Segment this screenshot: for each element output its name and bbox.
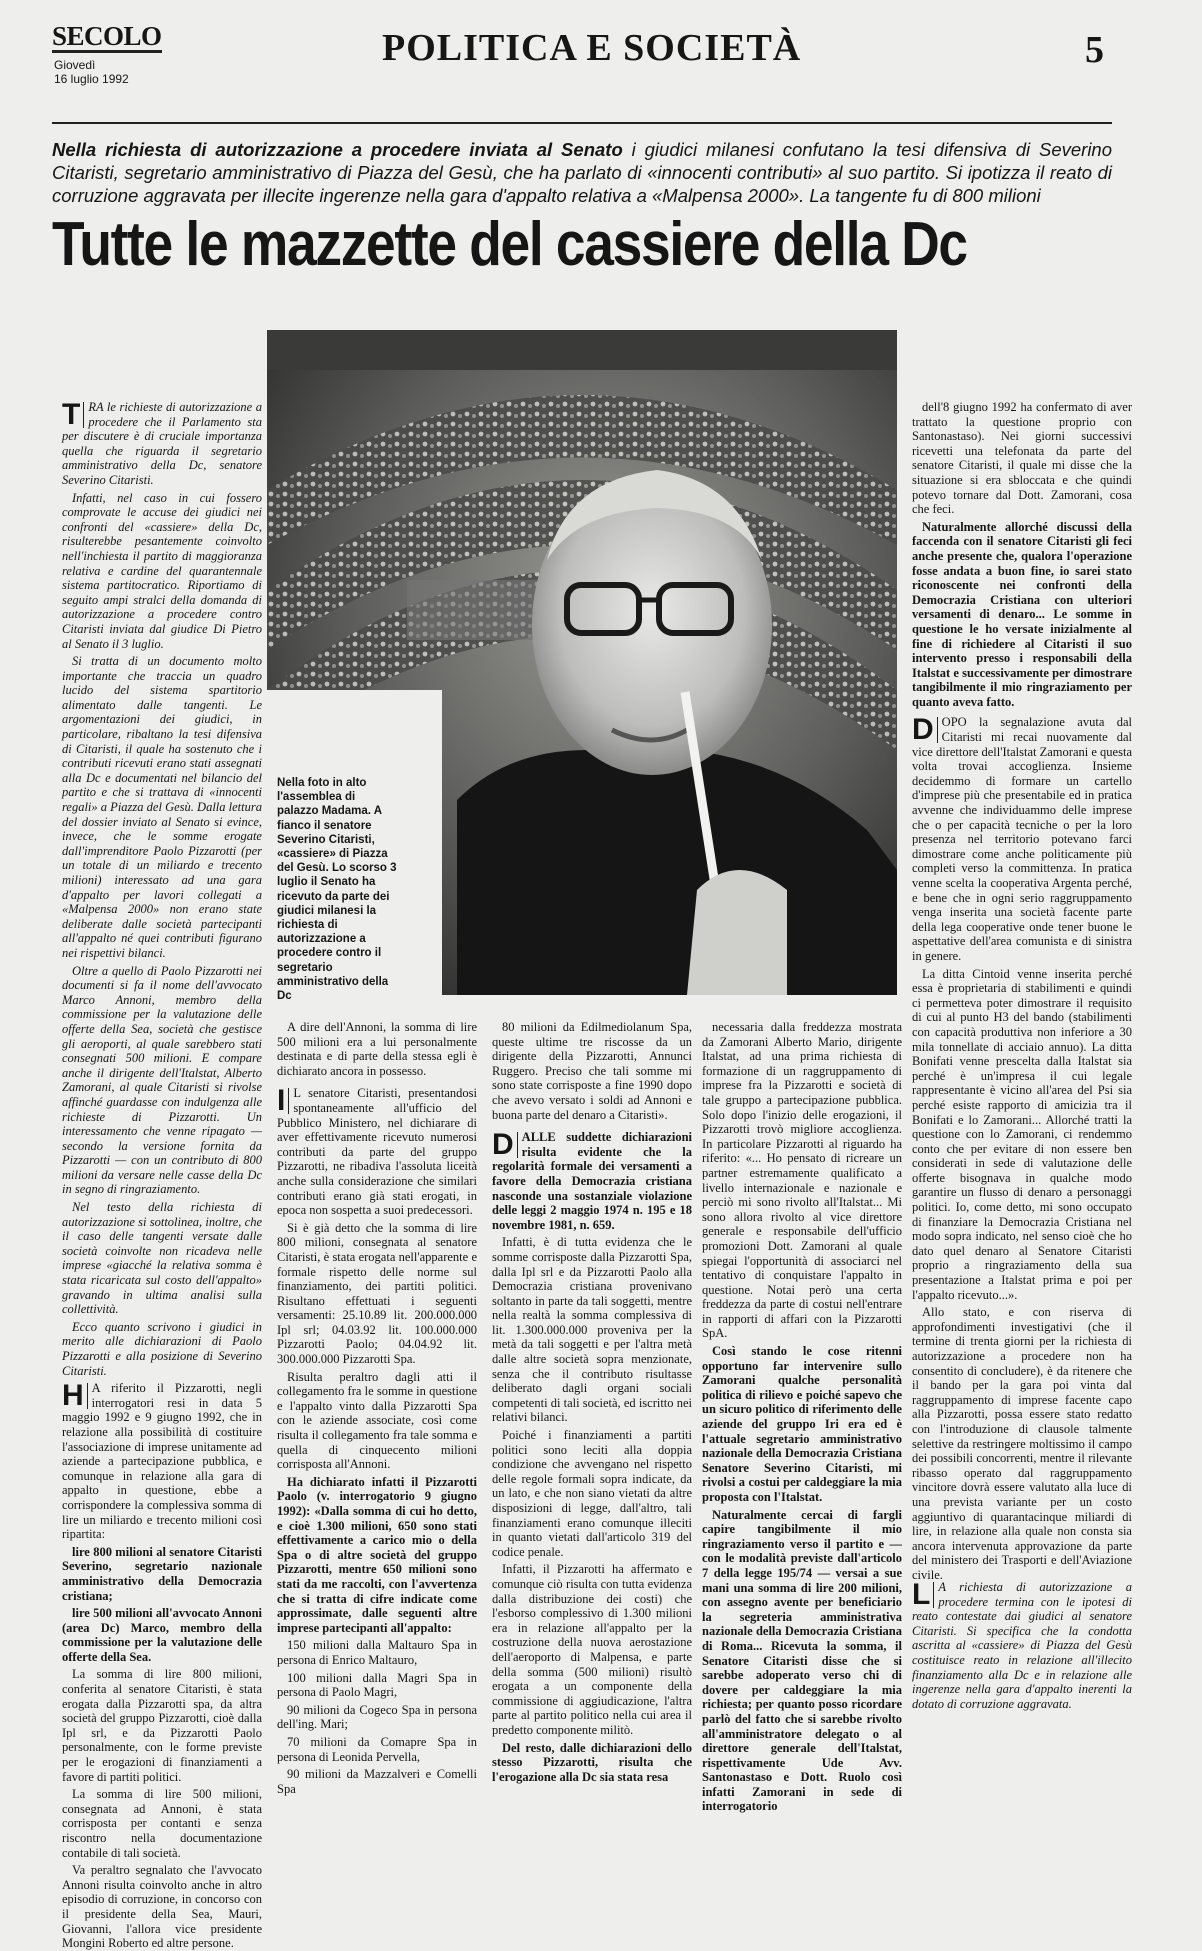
paragraph: I L senatore Citaristi, presentandosi spontaneamente all'ufficio del Pubblico Ministero, nel dichiarare di aver effettivamente ricevuto numerosi contributi da parte del gruppo Pizzarotti, ne ribadiva l'assoluta liceità anche sulla considerazione che similari contributi erano già stati erogati, in epoca non sospetta a suoi predecessori.: [277, 1084, 477, 1218]
paragraph: Infatti, è di tutta evidenza che le somme corrisposte dalla Pizzarotti Spa, dalla Ipl srl e da Pizzarotti Paolo alla Democrazia cristiana provenivano soltanto in parte da tali soggetti, mentre nella realtà la somma complessiva di lit. 1.300.000.000 proveniva per la metà da tali soggetti e per l'altra metà dalle altre società sopra menzionate, senza che il contributo risultasse deliberato dagli organi sociali competenti di tali società, ed iscritto nei relativi bilanci.: [492, 1235, 692, 1425]
paragraph: Allo stato, e con riserva di approfondimenti investigativi (che il termine di trenta giorni per la richiesta di autorizzazione a procedere non ha consentito di concludere), è da ritenere che il bando per la gara poi vinta dal raggruppamento di imprese facente capo alla Pizzarotti, possa essere stato redatto con l'introduzione di clausole talmente selettive da restringere moltissimo il campo dei possibili concorrenti, mentre il rilevante ribasso operato dal raggruppamento vincitore dovrà essere valutato alla luce di una prevista variante per un costo aggiuntivo di quarantacinque miliardi di lire, in relazione alla quale non consta sia ancora intervenuta approvazione da parte del ministero dei Trasporti e dell'Aviazione civile.: [912, 1305, 1132, 1582]
headline: Tutte le mazzette del cassiere della Dc: [52, 210, 967, 279]
drop-cap: H: [62, 1383, 88, 1409]
paragraph: Ecco quanto scrivono i giudici in merito alle dichiarazioni di Paolo Pizzarotti e alla posizione di Severino Citaristi.: [62, 1319, 262, 1378]
closing-text: A richiesta di autorizzazione a procedere termina con le ipotesi di reato contestate dai giudici al senatore Citaristi. Si specifica che la condotta ascritta al «cassiere» di Piazza del Gesù costituisce reato in relazione all'illecito finanziamento alla Dc e in relazione alle ingerenze nella gara d'appalto inerenti la dotato di corruzione aggravata.: [912, 1580, 1132, 1711]
paragraph: La somma di lire 500 milioni, consegnata ad Annoni, è stata corrisposta per contanti e senza riscontro nella documentazione contabile di tali società.: [62, 1787, 262, 1860]
kicker-lead: Nella richiesta di autorizzazione a procedere inviata al Senato: [52, 139, 623, 160]
paragraph: 70 milioni da Comapre Spa in persona di Leonida Pervella,: [277, 1734, 477, 1764]
paragraph: Infatti, nel caso in cui fossero comprovate le accuse dei giudici nei confronti del «cassiere» della Dc, risulterebbe pesantemente coinvolto nell'inchiesta il partito di maggioranza relativa e cardine del quarantennale sistema partitocratico. Riportiamo di seguito ampi stralci della domanda di autorizzazione a procedere contro Citaristi inviata dal giudice Di Pietro al Senato il 3 luglio.: [62, 490, 262, 651]
paragraph: lire 500 milioni all'avvocato Annoni (area Dc) Marco, membro della commissione per la valutazione delle offerte della Sea.: [62, 1606, 262, 1664]
paragraph: 150 milioni dalla Maltauro Spa in persona di Enrico Maltauro,: [277, 1638, 477, 1667]
paragraph: Naturalmente allorché discussi della faccenda con il senatore Citaristi gli feci anche presente che, qualora l'operazione fosse andata a buon fine, io sarei stato riconoscente nei confronti della Democrazia Cristiana con ulteriori versamenti di denaro... Le somme in questione le ho versate inizialmente al fine di richiedere al Citaristi il suo intervento presso i responsabili della Italstat e successivamente per dimostrare tangibilmente il mio ringraziamento per quanto aveva fatto.: [912, 519, 1132, 709]
drop-cap: L: [912, 1582, 934, 1608]
paragraph: dell'8 giugno 1992 ha confermato di aver trattato la questione proprio con Santonastaso). Nei giorni successivi ricevetti una telefonata da parte del senatore Citaristi, il quale mi disse che la situazione si era sbloccata e che quindi potevo tornare dal Dott. Zamorani, cosa che feci.: [912, 400, 1132, 517]
article-column-2: [277, 1020, 477, 1796]
drop-cap: I: [277, 1088, 289, 1114]
paragraph: Nel testo della richiesta di autorizzazione si sottolinea, inoltre, che il caso delle tangenti versate dalle società coinvolte non ricadeva nelle imprese «giacché la relativa somma è stata ricaricata sul costo dell'appalto» gravando in ultima analisi sulla collettività.: [62, 1200, 262, 1317]
article-column-3: [492, 1020, 692, 1784]
publication-date: 16 luglio 1992: [54, 72, 129, 86]
paragraph: Del resto, dalle dichiarazioni dello stesso Pizzarotti, risulta che l'erogazione alla Dc sia stata resa: [492, 1740, 692, 1784]
paragraph: Poiché i finanziamenti a partiti politici sono leciti alla doppia condizione che avvengano nel rispetto delle regole formali sopra indicate, da un lato, e che non siano vietati da altre disposizioni di legge, dall'altro, tali finanziamenti erano comunque illeciti in quanto vietati dall'articolo 319 del codice penale.: [492, 1428, 692, 1559]
paragraph: La ditta Cintoid venne inserita perché essa è proprietaria di stabilimenti e quindi ci permetteva poter dimostrare il requisito di cui al punto H3 del bando (stabilimenti con capacità produttiva non inferiore a 30 mila tonnellate di acciaio annuo). La ditta Bonifati venne prescelta dalla Italstat sia perché è un'impresa il cui legale rappresentante è vicino all'area del Psi sia perché esiste rapporto di amicizia tra il Bonifati e lo Zamorani... Allorché tratti la questione con lo Zamorani, ci rendemmo conto che per evitare di non essere ben considerati in sede di valutazione delle offerte bisognava in qualche modo garantire un flusso di denaro a personaggi politici. Io, come detto, mi sono occupato di finanziare la Democrazia Cristiana nel modo sopra indicato, nel senso cioè che ho dato quel denaro al Senatore Citaristi proprio a ringraziamento della sua presentazione a Italstat prima e poi per l'appalto ricevuto...».: [912, 966, 1132, 1302]
paragraph: La somma di lire 800 milioni, conferita al senatore Citaristi, è stata erogata dalla Pizzarotti spa, da altra società del gruppo Pizzarotti, cioè dalla Ipl srl, e da Pizzarotti Paolo personalmente, con le forme previste per le erogazioni di finanziamenti a favore di partiti politici.: [62, 1667, 262, 1784]
article-column-1: [62, 398, 262, 1951]
paragraph: necessaria dalla freddezza mostrata da Zamorani Alberto Mario, dirigente Italstat, ad una prima richiesta di formazione di un raggruppamento di imprese fra la Pizzarotti e società di tale gruppo a partecipazione pubblica. Solo dopo l'inizio delle erogazioni, il Pizzarotti trovò migliore accoglienza. In particolare Pizzarotti al riguardo ha riferito: «... Ho pensato di ricreare un partner estremamente qualificato a livello internazionale e nazionale e perciò mi sono rivolto all'Italstat... Mi sono allora rivolto al vice direttore generale e responsabile dell'ufficio promozioni Dott. Zamorani al quale spiegai l'opportunità di associarci nel tentativo di conquistare l'appalto in questione. Notai però una certa freddezza da parte di costui nell'entrare in rapporti di affari con la Pizzarotti SpA.: [702, 1020, 902, 1341]
photo-caption: Nella foto in alto l'assemblea di palazzo Madama. A fianco il senatore Severino Citaristi, «cassiere» di Piazza del Gesù. Lo scorso 3 luglio il Senato ha ricevuto da parte dei giudici milanesi la richiesta di autorizzazione a procedere contro il segretario amministrativo della Dc: [277, 777, 397, 1003]
paragraph: Risulta peraltro dagli atti il collegamento fra le somme in questione e l'appalto vinto dalla Pizzarotti Spa con le aziende associate, così come risulta il collegamento fra tale somma e quella di cinquecento milioni corrisposta all'Annoni.: [277, 1369, 477, 1472]
article-column-5: [912, 400, 1132, 1582]
paragraph: Naturalmente cercai di fargli capire tangibilmente il mio ringraziamento verso il partito e — con le modalità previste dall'articolo 7 della legge 195/74 — versai a sue mani una somma di lire 200 milioni, con assegno avente per beneficiario la segreteria amministrativa nazionale della Democrazia Cristiana di Roma... Ricevuta la somma, il Senatore Citaristi disse che si sarebbe adoperato verso chi di dovere per caldeggiare la mia richiesta; per quanto posso ricordare parlò del fatto che si sarebbe rivolto all'amministratore delegato o al direttore generale dell'Italstat, rispettivamente Ude Avv. Santonastaso e Dott. Ruolo così infatti Zamorani in sede di interrogatorio: [702, 1507, 902, 1814]
drop-cap: T: [62, 402, 84, 428]
paragraph: 80 milioni da Edilmediolanum Spa, queste ultime tre riscosse da un dirigente della Pizzarotti, Annunci Ruggero. Preciso che tali somme mi sono state corrisposte a fine 1990 dopo che avevo versato i soldi ad Annoni e buona parte del denaro a Citaristi».: [492, 1020, 692, 1122]
paragraph: 90 milioni da Mazzalveri e Comelli Spa: [277, 1767, 477, 1796]
paragraph: 100 milioni dalla Magri Spa in persona di Paolo Magri,: [277, 1670, 477, 1700]
page-number: 5: [1085, 29, 1104, 71]
paragraph: Va peraltro segnalato che l'avvocato Annoni risulta coinvolto anche in altro episodio di corruzione, in concorso con il presidente della Sea, Mauri, Giovanni, l'allora vice presidente Mongini Roberto ed altre persone.: [62, 1863, 262, 1951]
paragraph: D OPO la segnalazione avuta dal Citaristi mi recai nuovamente dal vice direttore dell'Italstat Zamorani e questa volta trovai accoglienza. Insieme decidemmo di formare un cartello d'imprese più che presentabile ed in pratica avvenne che individuammo delle imprese che o per capacità tecniche o per la loro presenza nel territorio potevano farci dimostrare come anche politicamente più completi verso la committenza. In pratica venne scelta la cooperativa Argenta perché, e bene che in ogni serio raggruppamento venga inserita una società facente parte della lega cooperative onde tener buone le aspettative dell'area comunista e di sinistra in genere.: [912, 713, 1132, 963]
paragraph: Così stando le cose ritenni opportuno far intervenire sullo Zamorani qualche personalità politica di rilievo e poiché sapevo che un sicuro politico di riferimento delle aziende del gruppo Iri era ed è l'attuale segretario amministrativo nazionale della Democrazia Cristiana Senatore Severino Citaristi, mi rivolsi a costui per caldeggiare la mia proposta con l'Italstat.: [702, 1344, 902, 1504]
paragraph: T RA le richieste di autorizzazione a procedere che il Parlamento sta per discutere è di cruciale importanza quella che riguarda il segretario amministrativo della Dc, senatore Severino Citaristi.: [62, 398, 262, 487]
drop-cap: D: [492, 1132, 518, 1158]
paragraph: Ha dichiarato infatti il Pizzarotti Paolo (v. interrogatorio 9 giugno 1992): «Dalla somma di cui ho detto, e cioè 1.300 milioni, 650 sono stati effettivamente a carico mio o della Spa o di altre società del gruppo Pizzarotti, mentre 650 milioni sono stati da me raccolti, con l'avvertenza che si tratta di cifre indicate come approssimate, dalle seguenti altre imprese partecipanti all'appalto:: [277, 1474, 477, 1635]
paragraph: 90 milioni da Cogeco Spa in persona dell'ing. Mari;: [277, 1702, 477, 1732]
paragraph: Infatti, il Pizzarotti ha affermato e comunque ciò risulta con tutta evidenza dalla distribuzione dei costi) che l'esborso complessivo di 1.300 milioni era in relazione all'appalto per la costruzione della nuova aerostazione dell'aeroporto di Malpensa, e parte della somma (500 milioni) risultò erogata a un componente della commissione di aggiudicazione, l'altra parte al partito politico nella cui area il predetto componente militò.: [492, 1562, 692, 1737]
article-column-4: [702, 1020, 902, 1814]
paragraph: lire 800 milioni al senatore Citaristi Severino, segretario nazionale amministrativo della Democrazia cristiana;: [62, 1544, 262, 1603]
paragraph: Oltre a quello di Paolo Pizzarotti nei documenti si fa il nome dell'avvocato Marco Annoni, membro della commissione per la valutazione delle offerte della Sea, società che gestisce gli aeroporti, al quale sarebbero stati consegnati 500 milioni. E compare anche il dirigente dell'Italstat, Alberto Zamorani, al quale Citaristi si rivolse affinché guardasse con indulgenza alle richieste di Pizzarotti. Un interessamento che venne ripagato — secondo la versione fornita da Pizzarotti — con un contributo di 800 milioni da versare nelle casse della Dc in segno di ringraziamento.: [62, 963, 262, 1197]
drop-cap: D: [912, 717, 938, 743]
masthead: [52, 22, 1112, 124]
paragraph: H A riferito il Pizzarotti, negli interrogatori resi in data 5 maggio 1992 e 9 giugno 1992, che in relazione alla possibilità di costituire l'associazione di imprese unitamente ad aziende a partecipazione pubblica, e comunque in relazione alla gara di appalto in questione, ebbe a corrispondere la complessiva somma di lire un miliardo e trecento milioni così ripartita:: [62, 1379, 262, 1542]
paragraph: A dire dell'Annoni, la somma di lire 500 milioni era a lui personalmente destinata e di parte della stessa egli è dichiarato ancora in possesso.: [277, 1020, 477, 1078]
paragraph: D ALLE suddette dichiarazioni risulta evidente che la regolarità formale dei versamenti a favore della Democrazia cristiana nasconde una sostanziale violazione delle leggi 2 maggio 1974 n. 195 e 18 novembre 1981, n. 659.: [492, 1128, 692, 1232]
kicker-text: i giudici milanesi confutano la tesi difensiva di Severino Citaristi, segretario amministrativo di Piazza del Gesù, che ha parlato di «innocenti contributi» al suo partito. Si ipotizza il reato di corruzione aggravata per illecite ingerenze nella gara d'appalto relativa a «Malpensa 2000». La tangente fu di 800 milioni: [52, 139, 1113, 206]
newspaper-logo: SECOLO: [52, 21, 162, 51]
paragraph: Si tratta di un documento molto importante che traccia un quadro lucido del sistema spartitorio alimentato dalle tangenti. Le argomentazioni dei giudici, in particolare, ribaltano la tesi difensiva di Citaristi, il quale ha sostenuto che i contributi ricevuti erano stati assegnati alla Dc e documentati nel bilancio del partito e che si trattava di «innocenti regali» a Piazza del Gesù. Dalla lettura del dossier inviato al Senato si evince, invece, che le somme erogate dall'imprenditore Paolo Pizzarotti (per un totale di un miliardo e trecento milioni) interessato ad una gara d'appalto per lavori collegati a «Malpensa 2000» non erano state deliberate dalle società partecipanti all'appalto né quei contributi figurano nei rispettivi bilanci.: [62, 654, 262, 960]
kicker: [52, 138, 1112, 207]
section-title: POLITICA E SOCIETÀ: [382, 27, 802, 69]
closing-box: [912, 1580, 1132, 1711]
paragraph: Si è già detto che la somma di lire 800 milioni, consegnata al senatore Citaristi, è stata erogata nell'apparente e formale rispetto delle norme sul finanziamento, dei partiti politici. Risultano effettuati i seguenti versamenti: 25.10.89 lit. 200.000.000 Ipl srl; 04.03.92 lit. 100.000.000 Pizzarotti Paolo; 04.04.92 lit. 300.000.000 Pizzarotti Spa.: [277, 1220, 477, 1367]
publication-day: Giovedì: [54, 58, 96, 72]
